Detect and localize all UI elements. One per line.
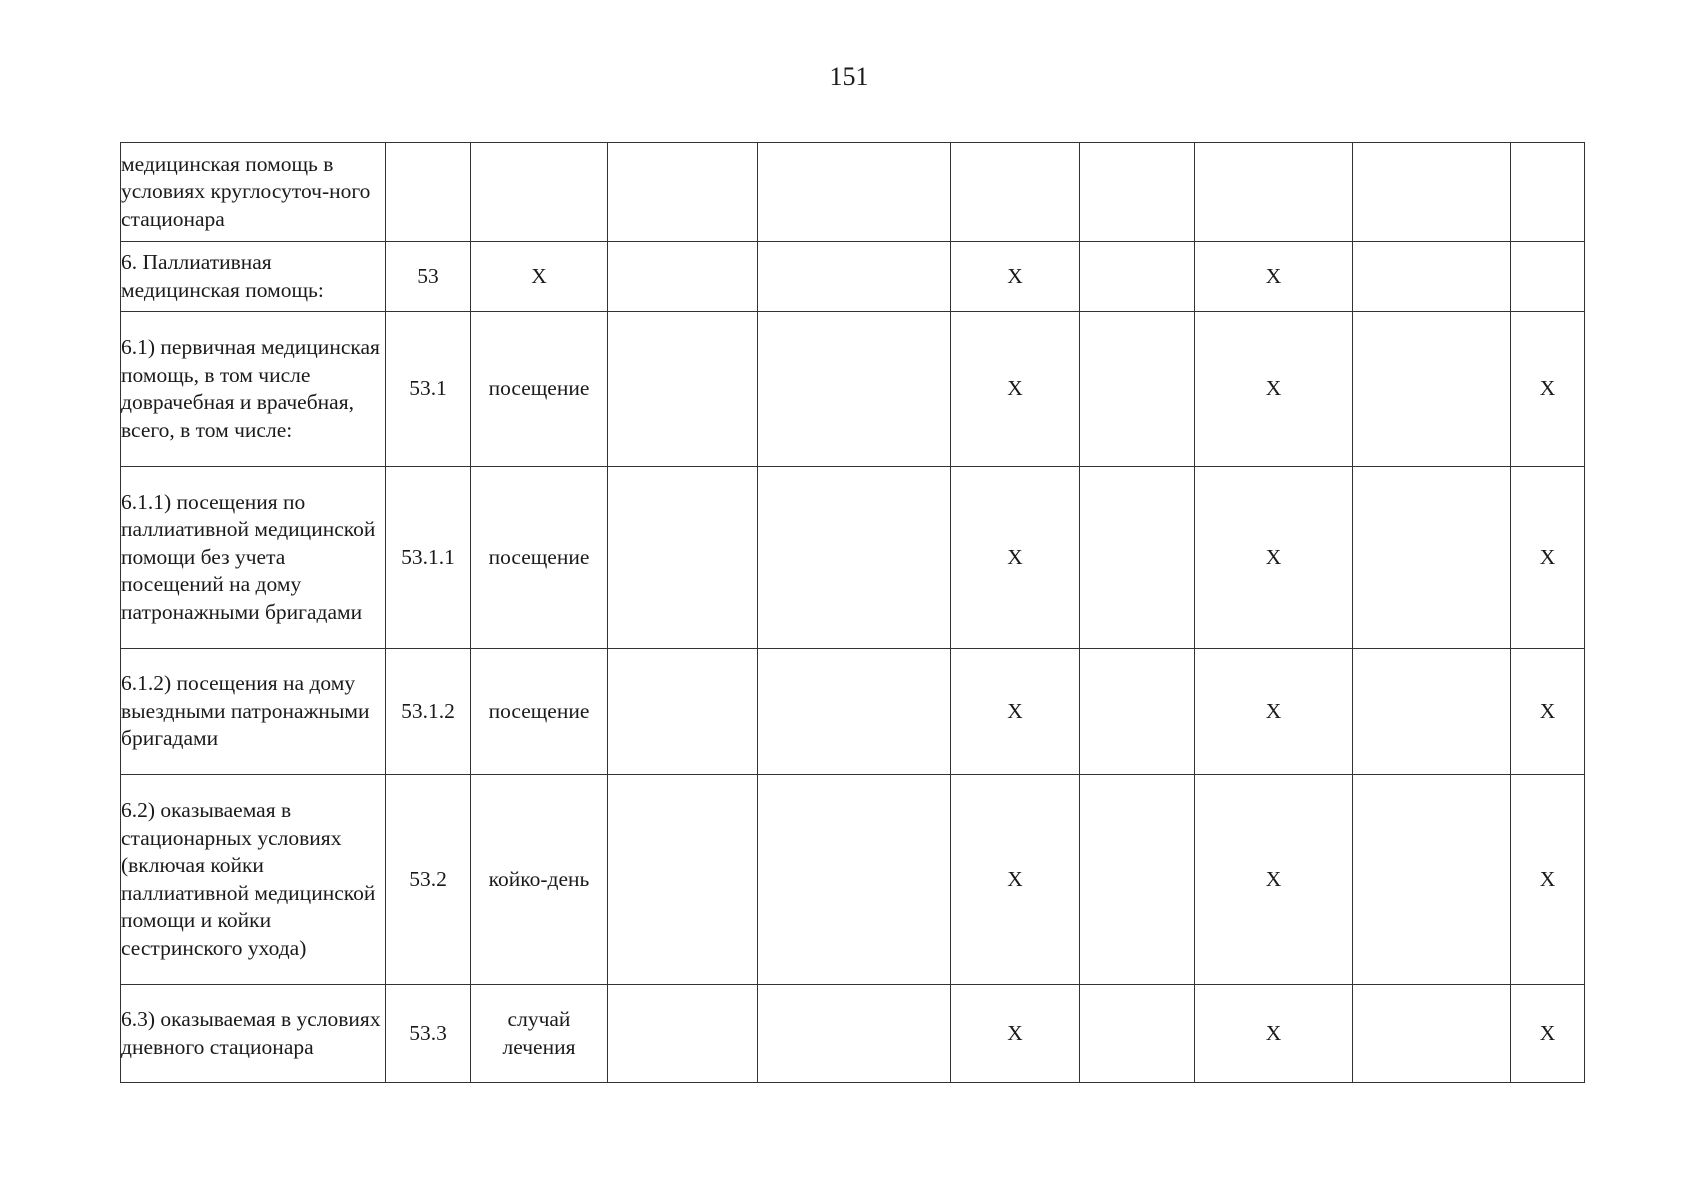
cell-col-10: Х	[1511, 467, 1585, 649]
cell-col-5	[758, 467, 951, 649]
cell-col-5	[758, 242, 951, 312]
cell-col-9	[1353, 467, 1511, 649]
cell-col-8: Х	[1195, 775, 1353, 985]
row-label: 6.1) первичная медицинская помощь, в том числе доврачебная и врачебная, всего, в том числе:	[121, 312, 386, 467]
table-row	[121, 467, 1585, 649]
table-row	[121, 242, 1585, 312]
cell-col-4	[608, 467, 758, 649]
cell-col-8: Х	[1195, 312, 1353, 467]
cell-col-9	[1353, 312, 1511, 467]
table-row	[121, 312, 1585, 467]
cell-col-9	[1353, 985, 1511, 1083]
row-unit: посещение	[471, 312, 608, 467]
row-label: 6.3) оказываемая в условиях дневного стационара	[121, 985, 386, 1083]
cell-col-7	[1080, 649, 1195, 775]
cell-col-5	[758, 312, 951, 467]
cell-col-8: Х	[1195, 242, 1353, 312]
cell-col-9	[1353, 143, 1511, 242]
row-code: 53	[386, 242, 471, 312]
cell-col-4	[608, 312, 758, 467]
data-table	[120, 142, 1585, 1083]
row-code: 53.3	[386, 985, 471, 1083]
row-label: медицинская помощь в условиях круглосуточ-ного стационара	[121, 143, 386, 242]
cell-col-6: Х	[951, 312, 1080, 467]
cell-col-4	[608, 143, 758, 242]
cell-col-7	[1080, 467, 1195, 649]
row-unit	[471, 143, 608, 242]
cell-col-8: Х	[1195, 985, 1353, 1083]
cell-col-6: Х	[951, 775, 1080, 985]
cell-col-10: Х	[1511, 985, 1585, 1083]
cell-col-9	[1353, 242, 1511, 312]
cell-col-9	[1353, 649, 1511, 775]
row-unit: койко-день	[471, 775, 608, 985]
row-code: 53.2	[386, 775, 471, 985]
cell-col-10: Х	[1511, 649, 1585, 775]
cell-col-4	[608, 985, 758, 1083]
row-unit: посещение	[471, 649, 608, 775]
cell-col-5	[758, 985, 951, 1083]
row-code	[386, 143, 471, 242]
cell-col-10: Х	[1511, 312, 1585, 467]
cell-col-8	[1195, 143, 1353, 242]
row-code: 53.1.2	[386, 649, 471, 775]
cell-col-10	[1511, 143, 1585, 242]
cell-col-7	[1080, 312, 1195, 467]
page-number: 151	[829, 62, 869, 91]
cell-col-10	[1511, 242, 1585, 312]
cell-col-7	[1080, 143, 1195, 242]
row-unit: случай лечения	[471, 985, 608, 1083]
table-row	[121, 649, 1585, 775]
row-code: 53.1	[386, 312, 471, 467]
cell-col-7	[1080, 775, 1195, 985]
cell-col-4	[608, 649, 758, 775]
table-row	[121, 985, 1585, 1083]
row-unit: Х	[471, 242, 608, 312]
cell-col-7	[1080, 242, 1195, 312]
table-row	[121, 775, 1585, 985]
cell-col-6	[951, 143, 1080, 242]
cell-col-6: Х	[951, 242, 1080, 312]
cell-col-5	[758, 775, 951, 985]
cell-col-7	[1080, 985, 1195, 1083]
row-label: 6.1.2) посещения на дому выездными патронажными бригадами	[121, 649, 386, 775]
cell-col-6: Х	[951, 649, 1080, 775]
row-code: 53.1.1	[386, 467, 471, 649]
row-label: 6.1.1) посещения по паллиативной медицинской помощи без учета посещений на дому патронажными бригадами	[121, 467, 386, 649]
cell-col-6: Х	[951, 467, 1080, 649]
cell-col-5	[758, 143, 951, 242]
cell-col-5	[758, 649, 951, 775]
row-label: 6.2) оказываемая в стационарных условиях (включая койки паллиативной медицинской помощи и койки сестринского ухода)	[121, 775, 386, 985]
cell-col-9	[1353, 775, 1511, 985]
cell-col-6: Х	[951, 985, 1080, 1083]
cell-col-4	[608, 775, 758, 985]
cell-col-4	[608, 242, 758, 312]
cell-col-8: Х	[1195, 467, 1353, 649]
row-label: 6. Паллиативная медицинская помощь:	[121, 242, 386, 312]
table-row	[121, 143, 1585, 242]
cell-col-10: Х	[1511, 775, 1585, 985]
row-unit: посещение	[471, 467, 608, 649]
cell-col-8: Х	[1195, 649, 1353, 775]
